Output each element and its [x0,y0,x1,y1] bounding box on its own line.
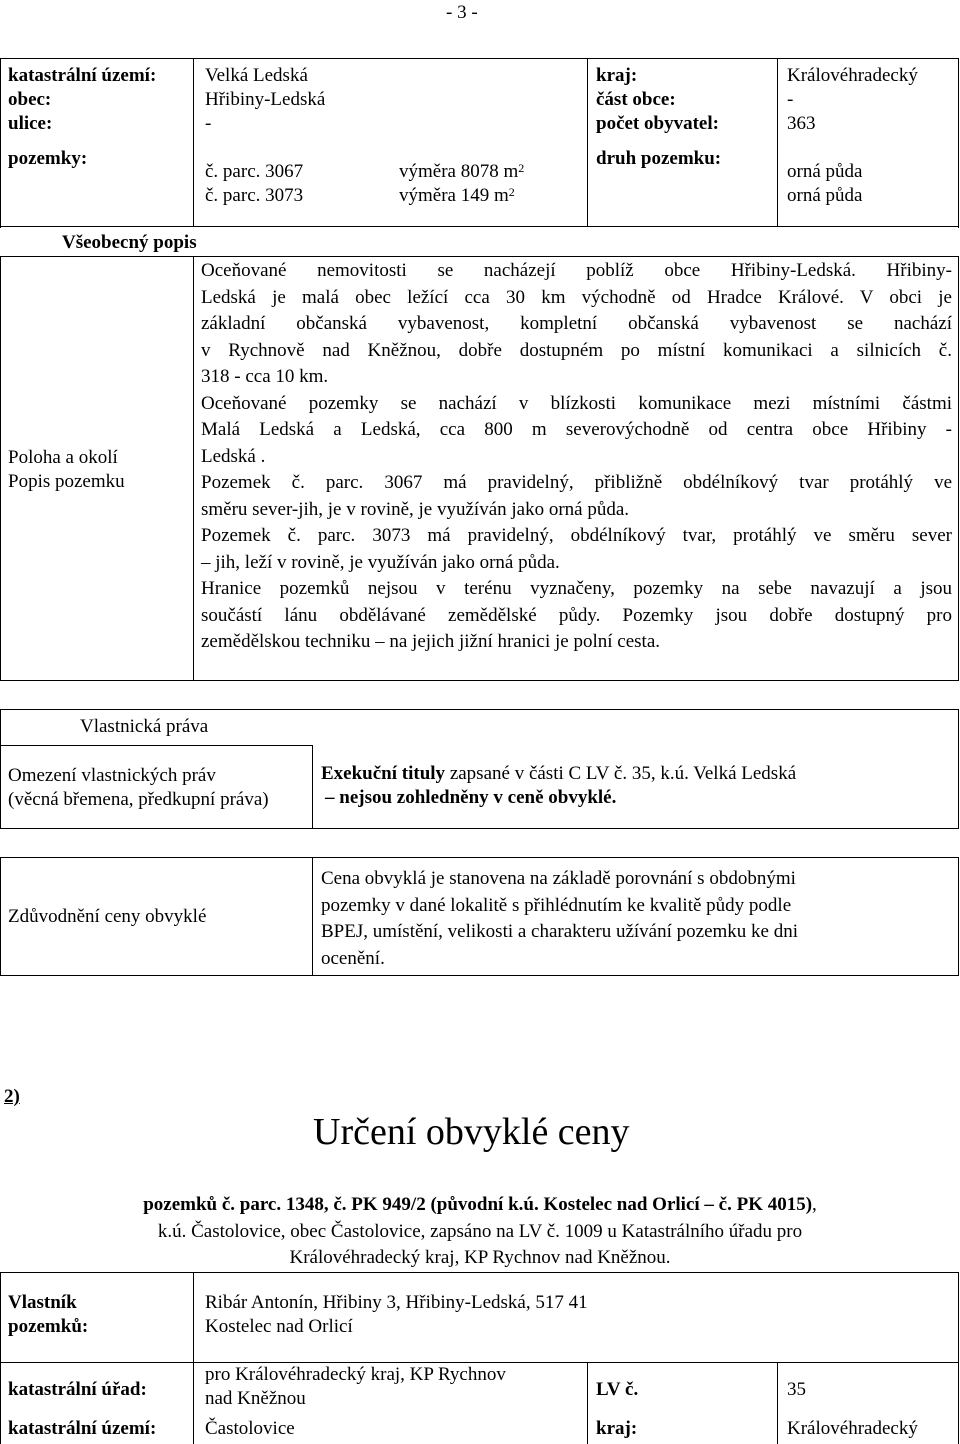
owner-value-line: Ribár Antonín, Hřibiny 3, Hřibiny-Ledská, 517 41 [205,1292,588,1313]
text-line: 318 - cca 10 km. [201,366,329,387]
section-description [0,1192,960,1272]
lv-value: 35 [787,1379,806,1400]
parcel-number: č. parc. 3073 [205,185,304,206]
text-line: základní občanská vybavenost, kompletní občanská vybavenost se nachází [201,313,952,334]
label-pocet-obyvatel: počet obyvatel: [596,113,719,134]
office-value-line: nad Kněžnou [205,1388,306,1409]
kraj-label: kraj: [596,1418,638,1439]
text-line: směru sever-jih, je v rovině, je využíván jako orná půda. [201,498,630,520]
justification-line: pozemky v dané lokalitě s přihlédnutím ke kvalitě půdy podle [321,894,792,916]
values-column [205,64,325,136]
text-line: Hranice pozemků nejsou v terénu vyznačeny, pozemky na sebe navazují a jsou [201,578,952,599]
ownership-text-line: – nejsou zohledněny v ceně obvyklé. [325,787,617,808]
parcel-type: orná půda [787,161,863,182]
label-kraj: kraj: [596,65,638,86]
lv-label: LV č. [596,1379,639,1400]
text-line: Ledská je malá obec ležící cca 30 km východně od Hradce Králové. V obci je [201,286,952,308]
parcel-area: výměra 149 $m^2$ [399,185,515,206]
owner-label [8,1291,88,1339]
text-line: Pozemek č. parc. 3073 má pravidelný, obdélníkový tvar, protáhlý ve směru sever [201,525,952,546]
owner-label-line: pozemků: [8,1316,89,1337]
owner-value [205,1291,588,1339]
label-popis-pozemku: Popis pozemku [8,471,125,492]
ownership-label-line: Omezení vlastnických práv [8,765,216,786]
justification-line: Cena obvyklá je stanovena na základě porovnání s obdobnými [321,868,796,889]
owner-label-line: Vlastník [8,1292,77,1313]
value-katastralni-uzemi: Velká Ledská [205,65,308,86]
ownership-heading: Vlastnická práva [80,716,209,737]
justification-label: Zdůvodnění ceny obvyklé [8,906,207,927]
value-kraj: Královéhradecký [787,65,918,86]
ownership-label-line: (věcná břemena, předkupní práva) [8,789,269,810]
label-cast-obce: část obce: [596,89,676,110]
parcel-areas [399,160,524,208]
label-druh-pozemku: druh pozemku: [596,148,722,169]
text-line: Ledská . [201,445,266,467]
office-value [205,1363,506,1411]
section-title: Určení obvyklé ceny [313,1111,630,1153]
justification-line: BPEJ, umístění, velikosti a charakteru užívání pozemku ke dni [321,921,799,942]
label-katastralni-uzemi: katastrální území: [8,65,157,86]
text-line: Oceňované pozemky se nachází v blízkosti komunikace mezi místními částmi [201,392,952,414]
justification-text [321,866,798,972]
ownership-text-line: Exekuční tituly zapsané v části C LV č. 35, k.ú. Velká Ledská [321,763,797,784]
parcel-types [787,160,862,208]
general-text [201,258,952,656]
territory-value: Častolovice [205,1418,295,1439]
parcel-type: orná půda [787,185,863,206]
value-pocet-obyvatel: 363 [787,113,816,134]
parcel-number: č. parc. 3067 [205,161,304,182]
label-obec: obec: [8,89,52,110]
description-line: Královéhradecký kraj, KP Rychnov nad Kněžnou. [289,1247,671,1268]
kraj-value: Královéhradecký [787,1418,918,1439]
labels-column [8,64,156,136]
value-ulice: - [205,113,212,134]
owner-value-line: Kostelec nad Orlicí [205,1316,353,1337]
label-pozemky: pozemky: [8,148,88,169]
ownership-label [8,764,269,812]
justification-line: ocenění. [321,947,385,969]
right-labels-column [596,64,719,136]
description-line: pozemků č. parc. 1348, č. PK 949/2 (původní k.ú. Kostelec nad Orlicí – č. PK 4015), [143,1194,817,1215]
value-obec: Hřibiny-Ledská [205,89,326,110]
parcel-area: výměra 8078 $m^2$ [399,161,525,182]
territory-label: katastrální území: [8,1418,157,1439]
office-label: katastrální úřad: [8,1379,147,1400]
value-cast-obce: - [787,89,794,110]
parcel-numbers [205,160,303,208]
section-number: 2) [4,1086,20,1107]
label-ulice: ulice: [8,113,53,134]
text-line: Oceňované nemovitosti se nacházejí poblíž obce Hřibiny-Ledská. Hřibiny- [201,260,952,281]
text-line: Pozemek č. parc. 3067 má pravidelný, přibližně obdélníkový tvar protáhlý ve [201,472,952,493]
text-line: součástí lánu obdělávané zemědělské půdy. Pozemky jsou dobře dostupný pro [201,604,952,626]
ownership-text [321,762,796,810]
text-line: – jih, leží v rovině, je využíván jako orná půda. [201,551,560,573]
text-line: zemědělskou techniku – na jejich jižní hranici je polní cesta. [201,631,661,652]
text-line: v Rychnově nad Kněžnou, dobře dostupném po místní komunikaci a silnicích č. [201,339,952,361]
label-poloha-a-okoli: Poloha a okolí [8,447,118,468]
side-labels [8,446,125,494]
page-number: - 3 - [446,2,478,23]
general-heading: Všeobecný popis [62,232,197,253]
right-values-column [787,64,918,136]
office-value-line: pro Královéhradecký kraj, KP Rychnov [205,1364,506,1385]
description-line: k.ú. Častolovice, obec Častolovice, zapsáno na LV č. 1009 u Katastrálního úřadu pro [157,1220,803,1242]
text-line: Malá Ledská a Ledská, cca 800 m severovýchodně od centra obce Hřibiny - [201,419,952,440]
